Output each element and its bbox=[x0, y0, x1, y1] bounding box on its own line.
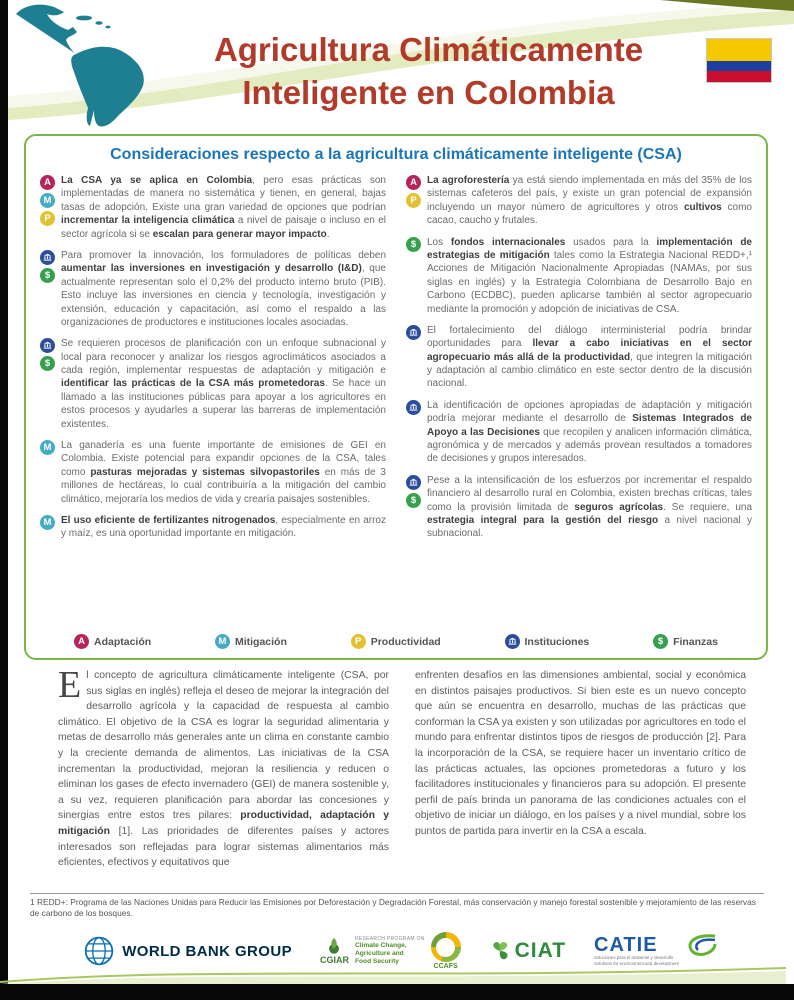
consideration-item bbox=[40, 514, 386, 541]
program-line: Climate Change, bbox=[354, 942, 407, 950]
footnote: 1 REDD+: Programa de las Naciones Unidas para Reducir las Emisiones por Deforestación y Degradación Forestal, más conservación y manejo forestal sostenible y mejoramiento de las reservas de carbono de los bosques. bbox=[30, 893, 764, 920]
mitigation-icon: M bbox=[40, 515, 55, 530]
consideration-text: Se requieren procesos de planificación con un enfoque subnacional y local para reconocer y analizar los riesgos agroclimáticos asociados a cada región, implementar respuestas de adaptación y mitigación e identificar las prácticas de la CSA más prometedoras. Se hace un llamado a las instituciones públicas para apoyar a los agricultores en estos procesos y ayudarles a superar las barreras de implementación existentes. bbox=[61, 338, 386, 430]
world-bank-logo bbox=[83, 935, 292, 967]
body-column-left bbox=[58, 664, 389, 871]
legend-item-productivity bbox=[351, 634, 441, 649]
consideration-icons bbox=[406, 236, 421, 316]
ccafs-label: CCAFS bbox=[433, 963, 458, 970]
consideration-icons bbox=[406, 399, 421, 466]
cgiar-logo bbox=[320, 937, 349, 965]
institutions-icon bbox=[40, 250, 55, 265]
institutions-icon bbox=[406, 475, 421, 490]
institutions-icon bbox=[406, 400, 421, 415]
body-left-text: l concepto de agricultura climáticamente inteligente (CSA, por sus siglas en inglés) refleja el deseo de mejorar la integración del desarrollo agrícola y la capacidad de respuesta al cambio climático. El objetivo de la CSA es lograr la seguridad alimentaria y metas de desarrollo más generales ante un clima en constante cambio y la creciente demanda de alimentos. Las iniciativas de la CSA incrementan la productividad, mejoran la resiliencia y reducen o eliminan los gases de efecto invernadero (GEI) de manera sostenible y, a su vez, requieren planificación para abordar las concesiones y sinergias entre estos tres pilares: productividad, adaptación y mitigación [1]. Las prioridades de diferentes países y actores interesados son reflejadas para lograr sistemas alimentarios más eficientes, efectivos y equitativos que bbox=[58, 670, 389, 869]
consideration-icons bbox=[40, 337, 55, 431]
catie-logo bbox=[594, 935, 719, 967]
consideration-item bbox=[40, 337, 386, 431]
consideration-item bbox=[40, 249, 386, 329]
left-black-strip bbox=[0, 0, 8, 1000]
legend-item-adaptation bbox=[74, 634, 151, 649]
considerations-columns bbox=[40, 174, 752, 612]
consideration-text: El uso eficiente de fertilizantes nitrogenados, especialmente en arroz y maíz, es una oportunidad importante en mitigación. bbox=[61, 514, 386, 540]
consideration-item bbox=[406, 324, 752, 391]
flag-stripe-blue bbox=[707, 61, 771, 72]
program-kicker: RESEARCH PROGRAM ON bbox=[354, 936, 425, 943]
legend-label: Instituciones bbox=[524, 635, 590, 648]
considerations-column-left bbox=[40, 174, 386, 612]
ciat-leaf-icon bbox=[489, 940, 511, 962]
finance-icon: $ bbox=[406, 237, 421, 252]
considerations-heading: Consideraciones respecto a la agricultura climáticamente inteligente (CSA) bbox=[110, 146, 682, 163]
partner-logos bbox=[8, 922, 794, 980]
bottom-black-strip bbox=[0, 984, 794, 1000]
page-title-line2: Inteligente en Colombia bbox=[242, 74, 615, 111]
body-text bbox=[58, 664, 746, 871]
institutions-icon bbox=[40, 338, 55, 353]
legend-label: Adaptación bbox=[94, 635, 152, 648]
legend-item-institutions bbox=[505, 634, 590, 649]
consideration-icons bbox=[406, 174, 421, 228]
ccafs-emblem-icon bbox=[431, 932, 461, 962]
consideration-text: La ganadería es una fuente importante de emisiones de GEI en Colombia. Existe potencial para expandir opciones de la CSA, tales como pasturas mejoradas y sistemas silvopastoriles en más de 3 millones de hectáreas, lo cual contribuiría a la mitigación del cambio climático, mejoraría los medios de vida y crearía paisajes sostenibles. bbox=[61, 440, 386, 505]
ccafs-logo bbox=[431, 932, 461, 970]
considerations-column-right bbox=[406, 174, 752, 612]
mitigation-icon: M bbox=[40, 193, 55, 208]
consideration-icons bbox=[40, 514, 55, 541]
finance-icon: $ bbox=[40, 268, 55, 283]
cgiar-ccafs-logo bbox=[320, 932, 461, 970]
adaptation-icon: A bbox=[406, 175, 421, 190]
consideration-item bbox=[406, 399, 752, 466]
icon-legend bbox=[74, 634, 718, 649]
cgiar-plant-icon bbox=[325, 937, 343, 955]
consideration-text: La CSA ya se aplica en Colombia, pero esas prácticas son implementadas de manera no sistemática y tienen, en general, bajas tasas de adopción. Existe una gran variedad de opciones que podrían incrementar la inteligencia climática a nivel de paisaje o incluso en el sector agrícola si se escalan para generar mayor impacto. bbox=[61, 175, 386, 240]
legend-label: Mitigación bbox=[234, 635, 287, 648]
colombia-flag bbox=[706, 38, 772, 83]
program-line: Agriculture and bbox=[354, 950, 404, 958]
consideration-icons bbox=[40, 249, 55, 329]
consideration-icons bbox=[406, 474, 421, 541]
institutions-icon bbox=[505, 634, 520, 649]
consideration-item bbox=[406, 236, 752, 316]
adaptation-icon: A bbox=[74, 634, 89, 649]
consideration-item bbox=[406, 174, 752, 228]
legend-item-mitigation bbox=[215, 634, 287, 649]
world-bank-label: WORLD BANK GROUP bbox=[122, 942, 292, 960]
consideration-text: El fortalecimiento del diálogo interministerial podría brindar oportunidades para llevar a cabo iniciativas en el sector agropecuario más allá de la productividad, que integren la mitigación y adaptación al cambio climático en este sector dentro de la discusión nacional. bbox=[427, 324, 752, 390]
body-right-text: enfrenten desafíos en las dimensiones ambiental, social y económica en distintos paisajes productivos. Si bien este es un nuevo concepto que aún se encuentra en desarrollo, muchas de las prácticas que conforman la CSA ya existen y son utilizadas por agricultores en todo el mundo para enfrentar distintos tipos de riesgos de producción [2]. Para la incorporación de la CSA, se requiere hacer un inventario crítico de las prácticas actuales, las opciones prometedoras a futuro y los facilitadores institucionales y financieros para su adopción. El presente perfil de país brinda un panorama de las condiciones actuales con el objetivo de iniciar un diálogo, en los países y a nivel mundial, sobre los puntos de partida para invertir en la CSA a escala. bbox=[415, 670, 746, 838]
page-title-line1: Agricultura Climáticamente bbox=[213, 31, 644, 68]
page-title bbox=[156, 28, 701, 114]
institutions-icon bbox=[406, 325, 421, 340]
legend-item-finance bbox=[653, 634, 718, 649]
catie-tagline: Soluciones para el ambiente y desarrollo bbox=[594, 955, 674, 961]
productivity-icon: P bbox=[351, 634, 366, 649]
dropcap: E bbox=[58, 664, 82, 706]
program-line: Food Security bbox=[354, 957, 399, 965]
flag-stripe-red bbox=[707, 71, 771, 82]
consideration-item bbox=[406, 474, 752, 541]
consideration-icons bbox=[40, 174, 55, 241]
catie-swoosh-icon bbox=[681, 932, 719, 956]
legend-label: Finanzas bbox=[673, 635, 718, 648]
ciat-logo bbox=[489, 939, 566, 963]
consideration-icons bbox=[40, 439, 55, 506]
finance-icon: $ bbox=[40, 356, 55, 371]
body-column-right bbox=[415, 668, 746, 871]
consideration-text: La agroforestería ya está siendo implementada en más del 35% de los sistemas cafeteros del país, y existe un gran potencial de expansión incluyendo un mayor número de agricultores y otros cultivos como cacao, caucho y frutales. bbox=[427, 175, 752, 227]
latin-america-map bbox=[10, 0, 162, 128]
consideration-text: Los fondos internacionales usados para la implementación de estrategias de mitigación tales como la Estrategia Nacional REDD+,¹ Acciones de Mitigación Nacionalmente Apropiadas (NAMAs, por sus siglas en inglés) y la Estrategia Colombiana de Desarrollo Bajo en Carbono (ECDBC), pueden aplicarse también al sector agropecuario mediante la promoción y adopción de iniciativas de CSA. bbox=[427, 236, 752, 315]
header bbox=[8, 0, 794, 132]
productivity-icon: P bbox=[406, 193, 421, 208]
legend-label: Productividad bbox=[370, 635, 441, 648]
productivity-icon: P bbox=[40, 211, 55, 226]
catie-tagline: Solutions for environment and development bbox=[594, 961, 679, 966]
consideration-text: Para promover la innovación, los formuladores de políticas deben aumentar las inversiones en investigación y desarrollo (I&D), que actualmente representan solo el 0,2% del producto interno bruto (PIB). Esto incluye las inversiones en ciencia y tecnología, investigación y extensión, educación y capacitación, así como el respaldo a las organizaciones de productores e instituciones locales asociadas. bbox=[61, 249, 386, 328]
considerations-box bbox=[24, 134, 768, 660]
finance-icon: $ bbox=[653, 634, 668, 649]
consideration-text: La identificación de opciones apropiadas de adaptación y mitigación podría mejorar mediante el desarrollo de Sistemas Integrados de Apoyo a las Decisiones que recopilen y analicen información climática, agronómica y de mercados y además provean resultados a tomadores de decisiones y grupos interesados. bbox=[427, 399, 752, 465]
catie-label: CATIE bbox=[594, 934, 658, 957]
world-bank-globe-icon bbox=[83, 935, 115, 967]
consideration-text: Pese a la intensificación de los esfuerzos por incrementar el respaldo financiero al desarrollo rural en Colombia, existen brechas críticas, tales como la provisión limitada de seguros agrícolas. Se requiere, una estrategia integral para la gestión del riesgo a nivel nacional y subnacional. bbox=[427, 474, 752, 540]
mitigation-icon: M bbox=[215, 634, 230, 649]
finance-icon: $ bbox=[406, 493, 421, 508]
consideration-item bbox=[40, 439, 386, 506]
cgiar-label: CGIAR bbox=[319, 955, 349, 965]
ciat-label: CIAT bbox=[514, 939, 567, 962]
consideration-item bbox=[40, 174, 386, 241]
mitigation-icon: M bbox=[40, 440, 55, 455]
flag-stripe-yellow bbox=[707, 39, 771, 61]
consideration-icons bbox=[406, 324, 421, 391]
cgiar-program-text bbox=[355, 936, 425, 965]
adaptation-icon: A bbox=[40, 175, 55, 190]
